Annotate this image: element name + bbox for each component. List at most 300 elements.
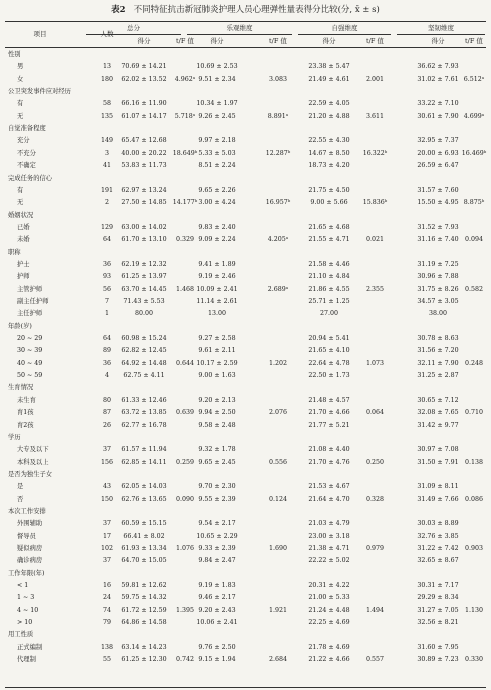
row-score: 61.07 ± 14.17 [121, 112, 167, 120]
row-label: > 10 [17, 619, 33, 627]
row-score: 64.92 ± 14.48 [121, 359, 167, 367]
row-score: 31.56 ± 7.20 [417, 347, 459, 355]
row-score: 21.65 ± 4.10 [308, 347, 350, 355]
row-score: 62.82 ± 12.45 [121, 347, 167, 355]
row-score: 60.59 ± 15.15 [121, 520, 167, 528]
row-stat: 16.322ᵇ [362, 149, 388, 157]
row-score: 31.52 ± 7.93 [417, 223, 459, 231]
row-score: 9.70 ± 2.30 [198, 483, 236, 491]
row-score: 21.48 ± 4.57 [308, 396, 350, 404]
row-stat: 18.649ᵇ [172, 149, 198, 157]
row-label: 未婚 [17, 236, 30, 244]
row-score: 30.03 ± 8.89 [417, 520, 459, 528]
row-count: 2 [104, 199, 109, 207]
row-score: 21.77 ± 5.21 [308, 421, 350, 429]
row-score: 61.25 ± 12.30 [121, 656, 167, 664]
row-label: 20 ~ 29 [17, 335, 43, 343]
row-score: 21.49 ± 4.61 [308, 75, 350, 83]
row-score: 21.65 ± 4.68 [308, 223, 350, 231]
row-stat: 0.556 [268, 458, 288, 466]
row-score: 18.73 ± 4.20 [308, 162, 350, 170]
row-score: 25.71 ± 1.25 [308, 298, 350, 305]
row-count: 7 [104, 298, 109, 305]
row-score: 9.84 ± 2.47 [198, 557, 236, 565]
row-count: 129 [100, 223, 114, 231]
row-stat: 12.287ᵇ [265, 149, 291, 157]
row-score: 22.55 ± 4.30 [308, 137, 350, 145]
row-score: 9.19 ± 1.83 [198, 582, 236, 590]
table-caption: 不同特征抗击新冠肺炎护理人员心理弹性量表得分比较(分, x̄ ± s) [133, 5, 380, 15]
row-score: 21.53 ± 4.67 [308, 483, 350, 491]
row-score: 9.00 ± 5.66 [310, 199, 348, 207]
category-label: 公卫突发事件应对经历 [8, 88, 71, 96]
row-stat: 5.718ᵃ [174, 112, 196, 120]
row-score: 66.16 ± 11.90 [121, 100, 167, 108]
row-score: 31.50 ± 7.91 [417, 458, 459, 466]
row-stat: 3.611 [365, 112, 385, 120]
row-score: 11.14 ± 2.61 [196, 298, 238, 305]
header-stat-2: t/F 值 [366, 37, 384, 45]
row-score: 30.96 ± 7.88 [417, 273, 459, 281]
row-count: 1 [104, 310, 109, 318]
group-rule-tenacity [397, 34, 485, 35]
row-score: 31.75 ± 8.26 [417, 285, 459, 293]
row-stat: 14.177ᵇ [172, 199, 198, 207]
row-label: 男 [17, 63, 24, 71]
row-stat: 1.690 [268, 545, 288, 552]
row-score: 63.14 ± 14.23 [121, 643, 167, 651]
row-score: 32.56 ± 8.21 [417, 619, 459, 627]
row-count: 138 [100, 643, 114, 651]
row-stat: 2.355 [365, 285, 385, 293]
row-label: 督导员 [17, 532, 36, 540]
category-label: 职称 [8, 248, 21, 256]
row-stat: 1.130 [464, 606, 484, 614]
row-score: 30.89 ± 7.23 [417, 656, 459, 664]
row-label: 40 ~ 49 [17, 359, 43, 367]
header-group-total: 总分 [127, 24, 140, 32]
row-score: 9.20 ± 2.13 [198, 396, 236, 404]
row-label: < 1 [17, 582, 29, 590]
row-score: 60.98 ± 15.24 [121, 335, 167, 343]
row-score: 22.64 ± 4.78 [308, 359, 350, 367]
row-stat: 0.094 [464, 236, 484, 244]
row-score: 31.09 ± 8.11 [417, 483, 459, 491]
row-score: 21.70 ± 4.66 [308, 409, 350, 417]
row-score: 61.33 ± 12.46 [121, 396, 167, 404]
row-stat: 0.250 [365, 458, 385, 466]
row-count: 41 [102, 162, 111, 170]
row-score: 9.33 ± 2.39 [198, 545, 236, 552]
row-score: 31.16 ± 7.40 [417, 236, 459, 244]
row-label: 育2孩 [17, 421, 34, 429]
row-stat: 1.076 [175, 545, 195, 552]
row-score: 22.59 ± 4.05 [308, 100, 350, 108]
row-score: 21.70 ± 4.76 [308, 458, 350, 466]
category-label: 性别 [8, 51, 21, 58]
row-stat: 0.021 [365, 236, 385, 244]
row-score: 9.55 ± 2.39 [198, 495, 236, 503]
row-score: 5.33 ± 5.03 [198, 149, 236, 157]
row-count: 26 [102, 421, 111, 429]
row-score: 71.43 ± 5.53 [123, 298, 165, 305]
row-score: 9.09 ± 2.24 [198, 236, 236, 244]
row-stat: 8.875ᵇ [463, 199, 485, 207]
row-score: 62.97 ± 13.24 [121, 186, 167, 194]
row-count: 37 [102, 446, 111, 454]
header-stat-1: t/F 值 [269, 37, 287, 45]
row-count: 87 [102, 409, 111, 417]
row-score: 9.65 ± 2.45 [198, 458, 236, 466]
row-label: 有 [17, 186, 24, 194]
row-stat: 0.582 [464, 285, 484, 293]
row-stat: 1.494 [365, 606, 385, 614]
row-score: 62.76 ± 13.65 [121, 495, 167, 503]
row-score: 65.47 ± 12.68 [121, 137, 167, 145]
row-score: 30.31 ± 7.17 [417, 582, 459, 590]
row-label: 否 [17, 495, 24, 503]
row-count: 89 [102, 347, 111, 355]
row-count: 74 [102, 606, 111, 614]
row-stat: 0.557 [365, 656, 385, 664]
category-label: 自觉准备程度 [8, 125, 46, 133]
row-score: 22.50 ± 1.73 [308, 372, 350, 380]
row-stat: 0.248 [464, 359, 484, 367]
row-score: 9.00 ± 1.63 [198, 372, 236, 380]
row-stat: 4.962ᵃ [174, 75, 196, 83]
row-stat: 0.639 [175, 409, 195, 417]
row-score: 32.76 ± 3.85 [417, 532, 459, 540]
row-score: 62.19 ± 12.32 [121, 260, 167, 268]
row-score: 10.69 ± 2.53 [196, 63, 238, 71]
row-stat: 2.001 [365, 75, 385, 83]
row-label: 1 ~ 3 [17, 594, 35, 602]
row-score: 10.34 ± 1.97 [196, 100, 238, 108]
header-score-1: 得分 [210, 37, 224, 45]
row-score: 32.65 ± 8.67 [417, 557, 459, 565]
row-stat: 1.468 [175, 285, 195, 293]
row-label: 主任护师 [17, 310, 43, 318]
row-score: 70.69 ± 14.21 [121, 63, 167, 71]
row-label: 外围辅助 [17, 520, 43, 528]
row-score: 31.49 ± 7.66 [417, 495, 459, 503]
row-score: 62.75 ± 4.11 [123, 372, 165, 380]
row-stat: 1.921 [268, 606, 288, 614]
row-count: 79 [102, 619, 111, 627]
category-label: 工作年限(年) [8, 569, 45, 577]
row-score: 21.22 ± 4.66 [308, 656, 350, 664]
row-label: 无 [17, 199, 24, 207]
row-label: 不确定 [17, 162, 36, 170]
row-score: 61.70 ± 13.10 [121, 236, 167, 244]
row-score: 62.02 ± 13.52 [121, 75, 167, 83]
row-stat: 2.689ᵃ [267, 285, 289, 293]
header-group-tenacity: 坚韧维度 [428, 24, 454, 32]
category-label: 本次工作安排 [8, 507, 46, 515]
row-count: 135 [100, 112, 114, 120]
row-score: 80.00 [134, 310, 154, 318]
row-label: 护士 [17, 260, 30, 268]
row-stat: 0.979 [365, 545, 385, 552]
row-score: 32.95 ± 7.37 [417, 137, 459, 145]
row-count: 80 [102, 396, 111, 404]
header-rule [5, 47, 486, 48]
row-stat: 0.328 [365, 495, 385, 503]
header-score-2: 得分 [322, 37, 336, 45]
row-stat: 0.086 [464, 495, 484, 503]
row-score: 9.97 ± 2.18 [198, 137, 236, 145]
row-score: 31.60 ± 7.95 [417, 643, 459, 651]
row-score: 20.31 ± 4.22 [308, 582, 350, 590]
row-count: 17 [102, 532, 111, 540]
row-score: 53.83 ± 11.73 [121, 162, 167, 170]
row-score: 9.61 ± 2.11 [198, 347, 236, 355]
row-score: 62.05 ± 14.03 [121, 483, 167, 491]
row-score: 61.57 ± 11.94 [121, 446, 167, 454]
row-score: 31.22 ± 7.42 [417, 545, 459, 552]
row-score: 40.00 ± 20.22 [121, 149, 167, 157]
row-stat: 0.064 [365, 409, 385, 417]
row-score: 27.00 [319, 310, 339, 318]
row-score: 26.59 ± 6.47 [417, 162, 459, 170]
row-score: 9.41 ± 1.89 [198, 260, 236, 268]
row-score: 9.27 ± 2.58 [198, 335, 236, 343]
row-count: 36 [102, 260, 111, 268]
row-count: 56 [102, 285, 111, 293]
row-score: 61.25 ± 13.97 [121, 273, 167, 281]
row-count: 24 [102, 594, 111, 602]
header-score-0: 得分 [137, 37, 151, 45]
row-count: 58 [102, 100, 111, 108]
row-score: 21.03 ± 4.79 [308, 520, 350, 528]
row-stat: 2.076 [268, 409, 288, 417]
row-stat: 0.330 [464, 656, 484, 664]
row-score: 21.55 ± 4.71 [308, 236, 350, 244]
row-count: 149 [100, 137, 114, 145]
row-score: 20.94 ± 5.41 [308, 335, 350, 343]
row-score: 31.19 ± 7.25 [417, 260, 459, 268]
row-label: 育1孩 [17, 409, 34, 417]
row-stat: 1.395 [175, 606, 195, 614]
row-score: 63.70 ± 14.45 [121, 285, 167, 293]
row-score: 66.41 ± 8.02 [123, 532, 165, 540]
row-score: 61.93 ± 13.34 [121, 545, 167, 552]
header-item: 项目 [33, 30, 47, 38]
row-score: 21.78 ± 4.69 [308, 643, 350, 651]
row-count: 191 [100, 186, 114, 194]
row-score: 29.29 ± 8.34 [417, 594, 459, 602]
row-label: 本科及以上 [17, 458, 49, 466]
row-stat: 1.202 [268, 359, 288, 367]
row-score: 30.65 ± 7.12 [417, 396, 459, 404]
row-score: 10.09 ± 2.41 [196, 285, 238, 293]
row-score: 21.20 ± 4.88 [308, 112, 350, 120]
row-label: 主管护师 [17, 285, 43, 293]
row-count: 4 [104, 372, 109, 380]
row-score: 20.00 ± 6.93 [417, 149, 459, 157]
row-score: 31.02 ± 7.61 [417, 75, 459, 83]
row-score: 61.72 ± 12.59 [121, 606, 167, 614]
row-score: 10.65 ± 2.29 [196, 532, 238, 540]
row-label: 护师 [17, 273, 30, 281]
row-label: 代理制 [17, 656, 36, 664]
row-score: 9.76 ± 2.50 [198, 643, 236, 651]
row-count: 150 [100, 495, 114, 503]
row-score: 32.08 ± 7.65 [417, 409, 459, 417]
header-stat-0: t/F 值 [176, 37, 194, 45]
header-count: 人数 [100, 30, 114, 38]
row-score: 31.42 ± 9.77 [417, 421, 459, 429]
row-stat: 0.329 [175, 236, 195, 244]
row-label: 大专及以下 [17, 446, 49, 454]
row-stat: 3.083 [268, 75, 288, 83]
row-label: 疑似病房 [17, 545, 43, 552]
row-score: 21.64 ± 4.70 [308, 495, 350, 503]
row-score: 30.61 ± 7.90 [417, 112, 459, 120]
row-score: 9.94 ± 2.50 [198, 409, 236, 417]
row-score: 21.75 ± 4.50 [308, 186, 350, 194]
row-score: 30.78 ± 8.63 [417, 335, 459, 343]
row-label: 已婚 [17, 223, 30, 231]
row-score: 62.77 ± 16.78 [121, 421, 167, 429]
group-rule-optimism [187, 34, 292, 35]
row-score: 9.65 ± 2.26 [198, 186, 236, 194]
row-score: 9.32 ± 1.78 [198, 446, 236, 454]
header-group-selfimprove: 自强维度 [331, 24, 358, 32]
row-score: 36.62 ± 7.93 [417, 63, 459, 71]
row-stat: 0.742 [175, 656, 195, 664]
row-count: 13 [102, 63, 111, 71]
row-count: 16 [102, 582, 111, 590]
row-label: 30 ~ 39 [17, 347, 43, 355]
row-score: 21.24 ± 4.48 [308, 606, 350, 614]
top-rule [5, 21, 486, 22]
row-score: 21.08 ± 4.40 [308, 446, 350, 454]
row-score: 9.15 ± 1.94 [198, 656, 236, 664]
row-score: 9.51 ± 2.34 [198, 75, 236, 83]
row-count: 64 [102, 335, 111, 343]
row-stat: 8.891ᵃ [267, 112, 289, 120]
row-score: 15.50 ± 4.95 [417, 199, 459, 207]
row-stat: 15.836ᵇ [362, 199, 388, 207]
row-label: 充分 [17, 137, 30, 145]
row-count: 93 [102, 273, 111, 281]
row-count: 37 [102, 557, 111, 565]
table-number: 表2 [111, 5, 126, 15]
row-score: 38.00 [428, 310, 448, 318]
category-label: 年龄(岁) [8, 322, 32, 330]
row-score: 21.38 ± 4.71 [308, 545, 350, 552]
row-score: 9.54 ± 2.17 [198, 520, 236, 528]
row-score: 23.38 ± 5.47 [308, 63, 350, 71]
row-stat: 0.090 [175, 495, 195, 503]
row-label: 50 ~ 59 [17, 372, 43, 380]
row-count: 156 [100, 458, 114, 466]
row-score: 34.57 ± 3.05 [417, 298, 459, 305]
bottom-rule [5, 687, 486, 688]
row-count: 64 [102, 236, 111, 244]
row-score: 9.26 ± 2.45 [198, 112, 236, 120]
row-stat: 0.710 [464, 409, 484, 417]
row-score: 31.57 ± 7.60 [417, 186, 459, 194]
row-score: 9.19 ± 2.46 [198, 273, 236, 281]
row-stat: 1.073 [365, 359, 385, 367]
category-label: 完成任务的信心 [8, 174, 53, 182]
row-stat: 6.512ᵃ [463, 75, 485, 83]
row-count: 180 [100, 75, 114, 83]
row-score: 9.46 ± 2.17 [198, 594, 236, 602]
row-score: 9.83 ± 2.40 [198, 223, 236, 231]
row-count: 37 [102, 520, 111, 528]
row-score: 64.86 ± 14.58 [121, 619, 167, 627]
row-stat: 16.469ᵇ [461, 149, 487, 157]
category-label: 学历 [8, 433, 21, 441]
row-score: 21.86 ± 4.55 [308, 285, 350, 293]
row-count: 36 [102, 359, 111, 367]
category-label: 婚姻状况 [8, 211, 34, 219]
row-label: 无 [17, 112, 24, 120]
row-stat: 0.903 [464, 545, 484, 552]
header-group-optimism: 乐观维度 [226, 24, 253, 32]
row-score: 32.11 ± 7.90 [417, 359, 459, 367]
row-label: 未生育 [17, 396, 36, 404]
row-stat: 0.644 [175, 359, 195, 367]
row-stat: 0.259 [175, 458, 195, 466]
row-score: 23.00 ± 3.18 [308, 532, 350, 540]
row-score: 3.00 ± 4.24 [198, 199, 236, 207]
row-label: 女 [17, 75, 24, 83]
row-count: 102 [100, 545, 114, 552]
row-label: 4 ~ 10 [17, 606, 39, 614]
category-label: 生育情况 [8, 384, 34, 392]
row-stat: 16.957ᵇ [265, 199, 291, 207]
header-score-3: 得分 [431, 37, 445, 45]
row-score: 14.67 ± 8.50 [308, 149, 350, 157]
row-score: 33.22 ± 7.10 [417, 100, 459, 108]
row-score: 27.50 ± 14.85 [121, 199, 167, 207]
table-title [0, 2, 491, 18]
row-count: 55 [102, 656, 111, 664]
row-score: 31.27 ± 7.05 [417, 606, 459, 614]
row-score: 10.06 ± 2.41 [196, 619, 238, 627]
row-score: 21.58 ± 4.46 [308, 260, 350, 268]
group-rule-selfimprove [298, 34, 391, 35]
row-label: 确诊病房 [17, 557, 43, 565]
row-label: 有 [17, 100, 24, 108]
row-score: 64.70 ± 15.05 [121, 557, 167, 565]
row-stat: 0.138 [464, 458, 484, 466]
row-score: 10.17 ± 2.59 [196, 359, 238, 367]
row-score: 13.00 [207, 310, 227, 318]
row-score: 63.00 ± 14.02 [121, 223, 167, 231]
row-score: 63.72 ± 13.85 [121, 409, 167, 417]
row-score: 31.25 ± 2.87 [417, 372, 459, 380]
row-score: 62.85 ± 14.11 [121, 458, 167, 466]
row-score: 22.25 ± 4.69 [308, 619, 350, 627]
row-score: 21.10 ± 4.84 [308, 273, 350, 281]
row-stat: 4.205ᵃ [267, 236, 289, 244]
row-score: 9.58 ± 2.48 [198, 421, 236, 429]
row-stat: 4.699ᵃ [463, 112, 485, 120]
header-stat-3: t/F 值 [465, 37, 483, 45]
row-count: 3 [104, 149, 109, 157]
row-count: 43 [102, 483, 111, 491]
row-score: 59.81 ± 12.62 [121, 582, 167, 590]
row-label: 副主任护师 [17, 298, 49, 305]
row-score: 21.00 ± 5.33 [308, 594, 350, 602]
row-score: 9.20 ± 2.43 [198, 606, 236, 614]
row-score: 8.51 ± 2.24 [198, 162, 236, 170]
